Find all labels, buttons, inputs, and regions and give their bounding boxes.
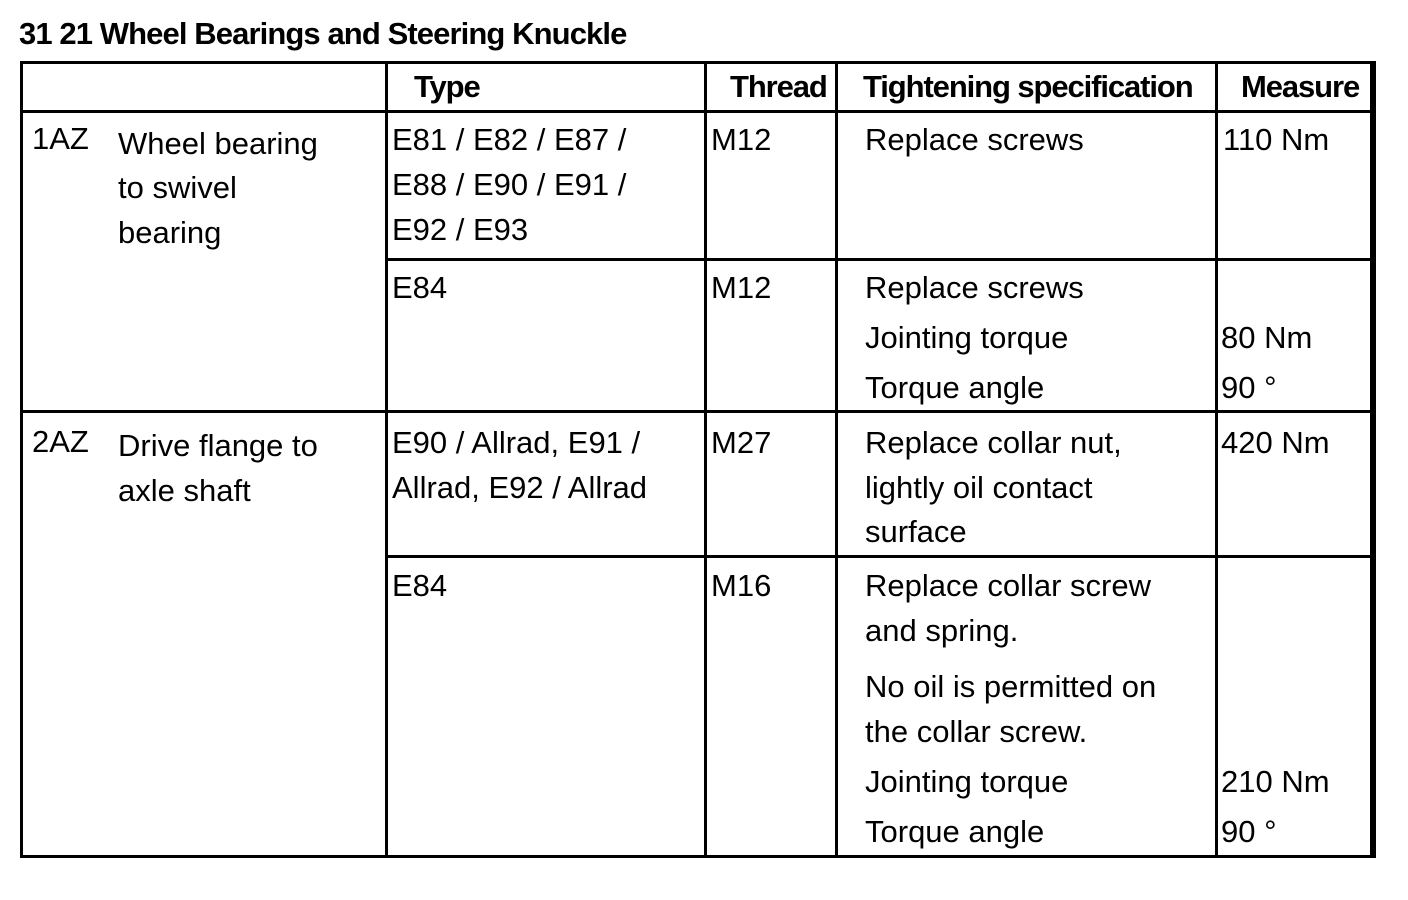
- vehicle-type-line: E81 / E82 / E87 /: [392, 122, 627, 157]
- column-divider: [835, 64, 838, 855]
- item-description-line: bearing: [118, 215, 222, 250]
- header-type: Type: [414, 69, 480, 104]
- page-title: 31 21 Wheel Bearings and Steering Knuckle: [19, 16, 627, 51]
- vehicle-type-line: E84: [392, 568, 448, 603]
- item-code: 2AZ: [32, 424, 89, 459]
- row-divider: [388, 555, 1373, 558]
- thread-value: M12: [711, 270, 772, 305]
- specification-line: and spring.: [865, 613, 1019, 648]
- item-description-line: axle shaft: [118, 473, 251, 508]
- row-divider: [388, 258, 1373, 261]
- vehicle-type-line: E88 / E90 / E91 /: [392, 167, 627, 202]
- specification-line: Replace collar screw: [865, 568, 1151, 603]
- thread-value: M16: [711, 568, 772, 603]
- measure-value: 210 Nm: [1221, 764, 1330, 799]
- specification-line: Jointing torque: [865, 764, 1069, 799]
- column-divider: [1370, 64, 1373, 855]
- vehicle-type-line: E90 / Allrad, E91 /: [392, 425, 641, 460]
- column-divider: [1215, 64, 1218, 855]
- specification-line: No oil is permitted on: [865, 669, 1157, 704]
- item-description-line: Drive flange to: [118, 428, 318, 463]
- measure-value: 90 °: [1221, 814, 1277, 849]
- specification-line: Torque angle: [865, 814, 1045, 849]
- item-code: 1AZ: [32, 121, 89, 156]
- specification-line: the collar screw.: [865, 714, 1088, 749]
- measure-value: 110 Nm: [1223, 122, 1330, 157]
- item-description-line: Wheel bearing: [118, 126, 318, 161]
- specification-line: Jointing torque: [865, 320, 1069, 355]
- torque-spec-table: [20, 61, 1376, 858]
- specification-line: surface: [865, 514, 967, 549]
- specification-line: lightly oil contact: [865, 470, 1093, 505]
- header-divider: [23, 110, 1373, 113]
- measure-value: 80 Nm: [1221, 320, 1313, 355]
- measure-value: 420 Nm: [1221, 425, 1330, 460]
- vehicle-type-line: E84: [392, 270, 448, 305]
- vehicle-type-line: E92 / E93: [392, 212, 529, 247]
- specification-line: Replace collar nut,: [865, 425, 1122, 460]
- row-divider: [23, 410, 1373, 413]
- measure-value: 90 °: [1221, 370, 1277, 405]
- header-thread: Thread: [730, 69, 827, 104]
- header-measure: Measure: [1241, 69, 1360, 104]
- thread-value: M27: [711, 425, 772, 460]
- column-divider: [704, 64, 707, 855]
- specification-line: Replace screws: [865, 122, 1084, 157]
- specification-line: Replace screws: [865, 270, 1084, 305]
- specification-line: Torque angle: [865, 370, 1045, 405]
- thread-value: M12: [711, 122, 772, 157]
- vehicle-type-line: Allrad, E92 / Allrad: [392, 470, 648, 505]
- header-tightening-specification: Tightening specification: [863, 69, 1193, 104]
- column-divider: [385, 64, 388, 855]
- item-description-line: to swivel: [118, 170, 237, 205]
